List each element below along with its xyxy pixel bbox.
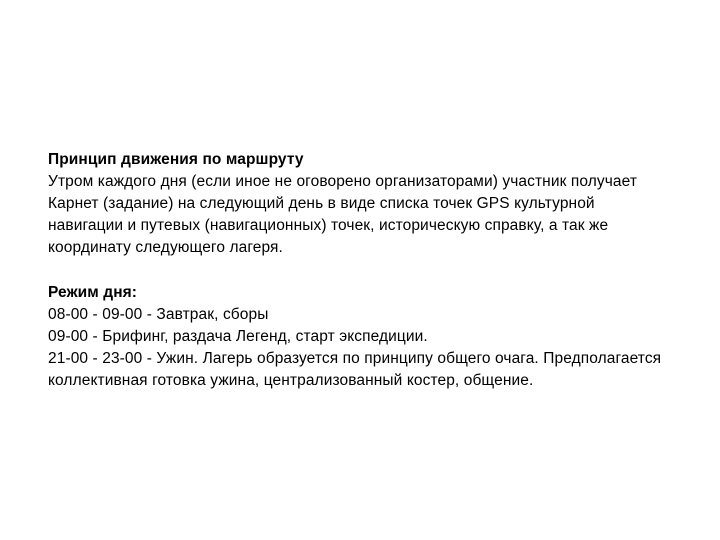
schedule-item: 08-00 - 09-00 - Завтрак, сборы (48, 306, 269, 323)
daily-schedule-heading: Режим дня: (48, 284, 138, 301)
schedule-item: 09-00 - Брифинг, раздача Легенд, старт экспедиции. (48, 328, 428, 345)
schedule-item: 21-00 - 23-00 - Ужин. Лагерь образуется по принципу общего очага. Предполагается (48, 350, 662, 367)
route-principle-line: навигации и путевых (навигационных) точек, историческую справку, а так же (48, 217, 609, 234)
route-principle-line: Утром каждого дня (если иное не оговорено организаторами) участник получает (48, 173, 638, 190)
schedule-item: коллективная готовка ужина, централизованный костер, общение. (48, 372, 534, 389)
route-principle-line: Карнет (задание) на следующий день в виде списка точек GPS культурной (48, 195, 595, 212)
daily-schedule-section (48, 282, 708, 392)
route-principle-line: координату следующего лагеря. (48, 239, 283, 256)
route-principle-section (48, 149, 708, 259)
route-principle-heading: Принцип движения по маршруту (48, 151, 304, 168)
